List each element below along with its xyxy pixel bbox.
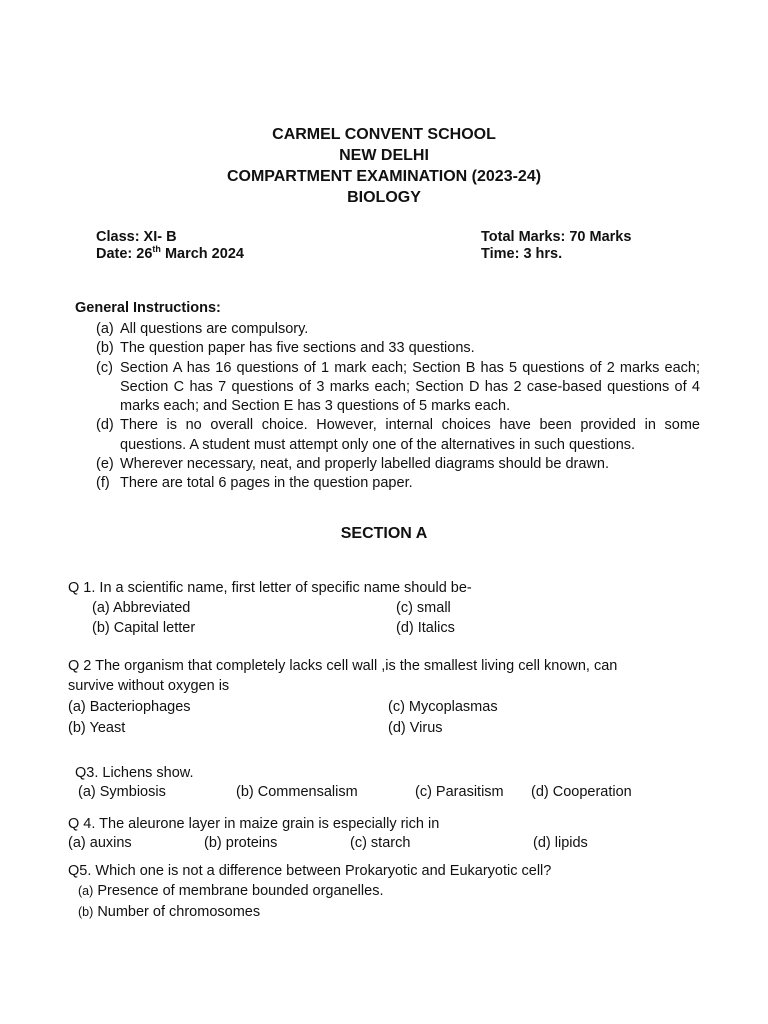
q5-option-a: (a) Presence of membrane bounded organelles. [78,883,384,899]
instructions-list [96,320,700,494]
school-name: CARMEL CONVENT SCHOOL [272,126,496,143]
q2-option-c: (c) Mycoplasmas [388,699,498,715]
q2-option-b: (b) Yeast [68,720,126,736]
question-5: Q5. Which one is not a difference between Prokaryotic and Eukaryotic cell? [68,863,552,879]
q3-option-b: (b) Commensalism [236,784,358,800]
q1-option-d: (d) Italics [396,620,455,636]
question-2: Q 2 The organism that completely lacks cell wall ,is the smallest living cell known, can survive without oxygen is [68,658,618,694]
exam-time: Time: 3 hrs. [481,246,563,262]
instruction-item: (a) All questions are compulsory. [96,321,309,337]
city-name: NEW DELHI [339,147,429,164]
exam-title: COMPARTMENT EXAMINATION (2023-24) [226,168,542,185]
instruction-item: (d) There is no overall choice. However, internal choices have been provided in some questions. A student must attempt only one of the alternatives in such questions. [96,417,700,453]
question-1: Q 1. In a scientific name, first letter of specific name should be- [68,580,472,596]
instruction-item: (c) Section A has 16 questions of 1 mark each; Section B has 5 questions of 2 marks each; Section C has 7 questions of 3 marks each; Section D has 2 case-based questions of 4 marks each; and Section E has 3 questions of 5 marks each. [96,359,700,415]
q3-option-a: (a) Symbiosis [78,784,166,800]
subject-title: BIOLOGY [347,189,421,206]
q4-option-b: (b) proteins [204,835,278,851]
exam-header [0,124,768,208]
q5-option-b: (b) Number of chromosomes [78,904,261,920]
q4-option-c: (c) starch [350,835,411,851]
q4-option-d: (d) lipids [533,835,588,851]
total-marks: Total Marks: 70 Marks [481,229,632,245]
q1-option-b: (b) Capital letter [92,620,196,636]
instruction-item: (f) There are total 6 pages in the question paper. [96,475,413,492]
question-4: Q 4. The aleurone layer in maize grain is especially rich in [68,816,440,832]
general-instructions-title: General Instructions: [75,300,221,316]
instruction-item: (e) Wherever necessary, neat, and properly labelled diagrams should be drawn. [96,456,609,473]
q2-option-a: (a) Bacteriophages [68,699,191,715]
q4-option-a: (a) auxins [68,835,132,851]
q1-option-a: (a) Abbreviated [92,600,191,616]
class-info [96,229,244,263]
marks-info [481,229,631,263]
q1-option-c: (c) small [396,600,451,616]
q3-option-d: (d) Cooperation [531,784,632,800]
section-a-title: SECTION A [340,525,428,542]
q2-option-d: (d) Virus [388,720,443,736]
class-label: Class: XI- B [96,229,177,245]
exam-date: Date: 26th March 2024 [96,244,244,262]
question-3: Q3. Lichens show. [75,765,194,781]
q3-option-c: (c) Parasitism [415,784,504,800]
instruction-item: (b) The question paper has five sections and 33 questions. [96,340,475,357]
